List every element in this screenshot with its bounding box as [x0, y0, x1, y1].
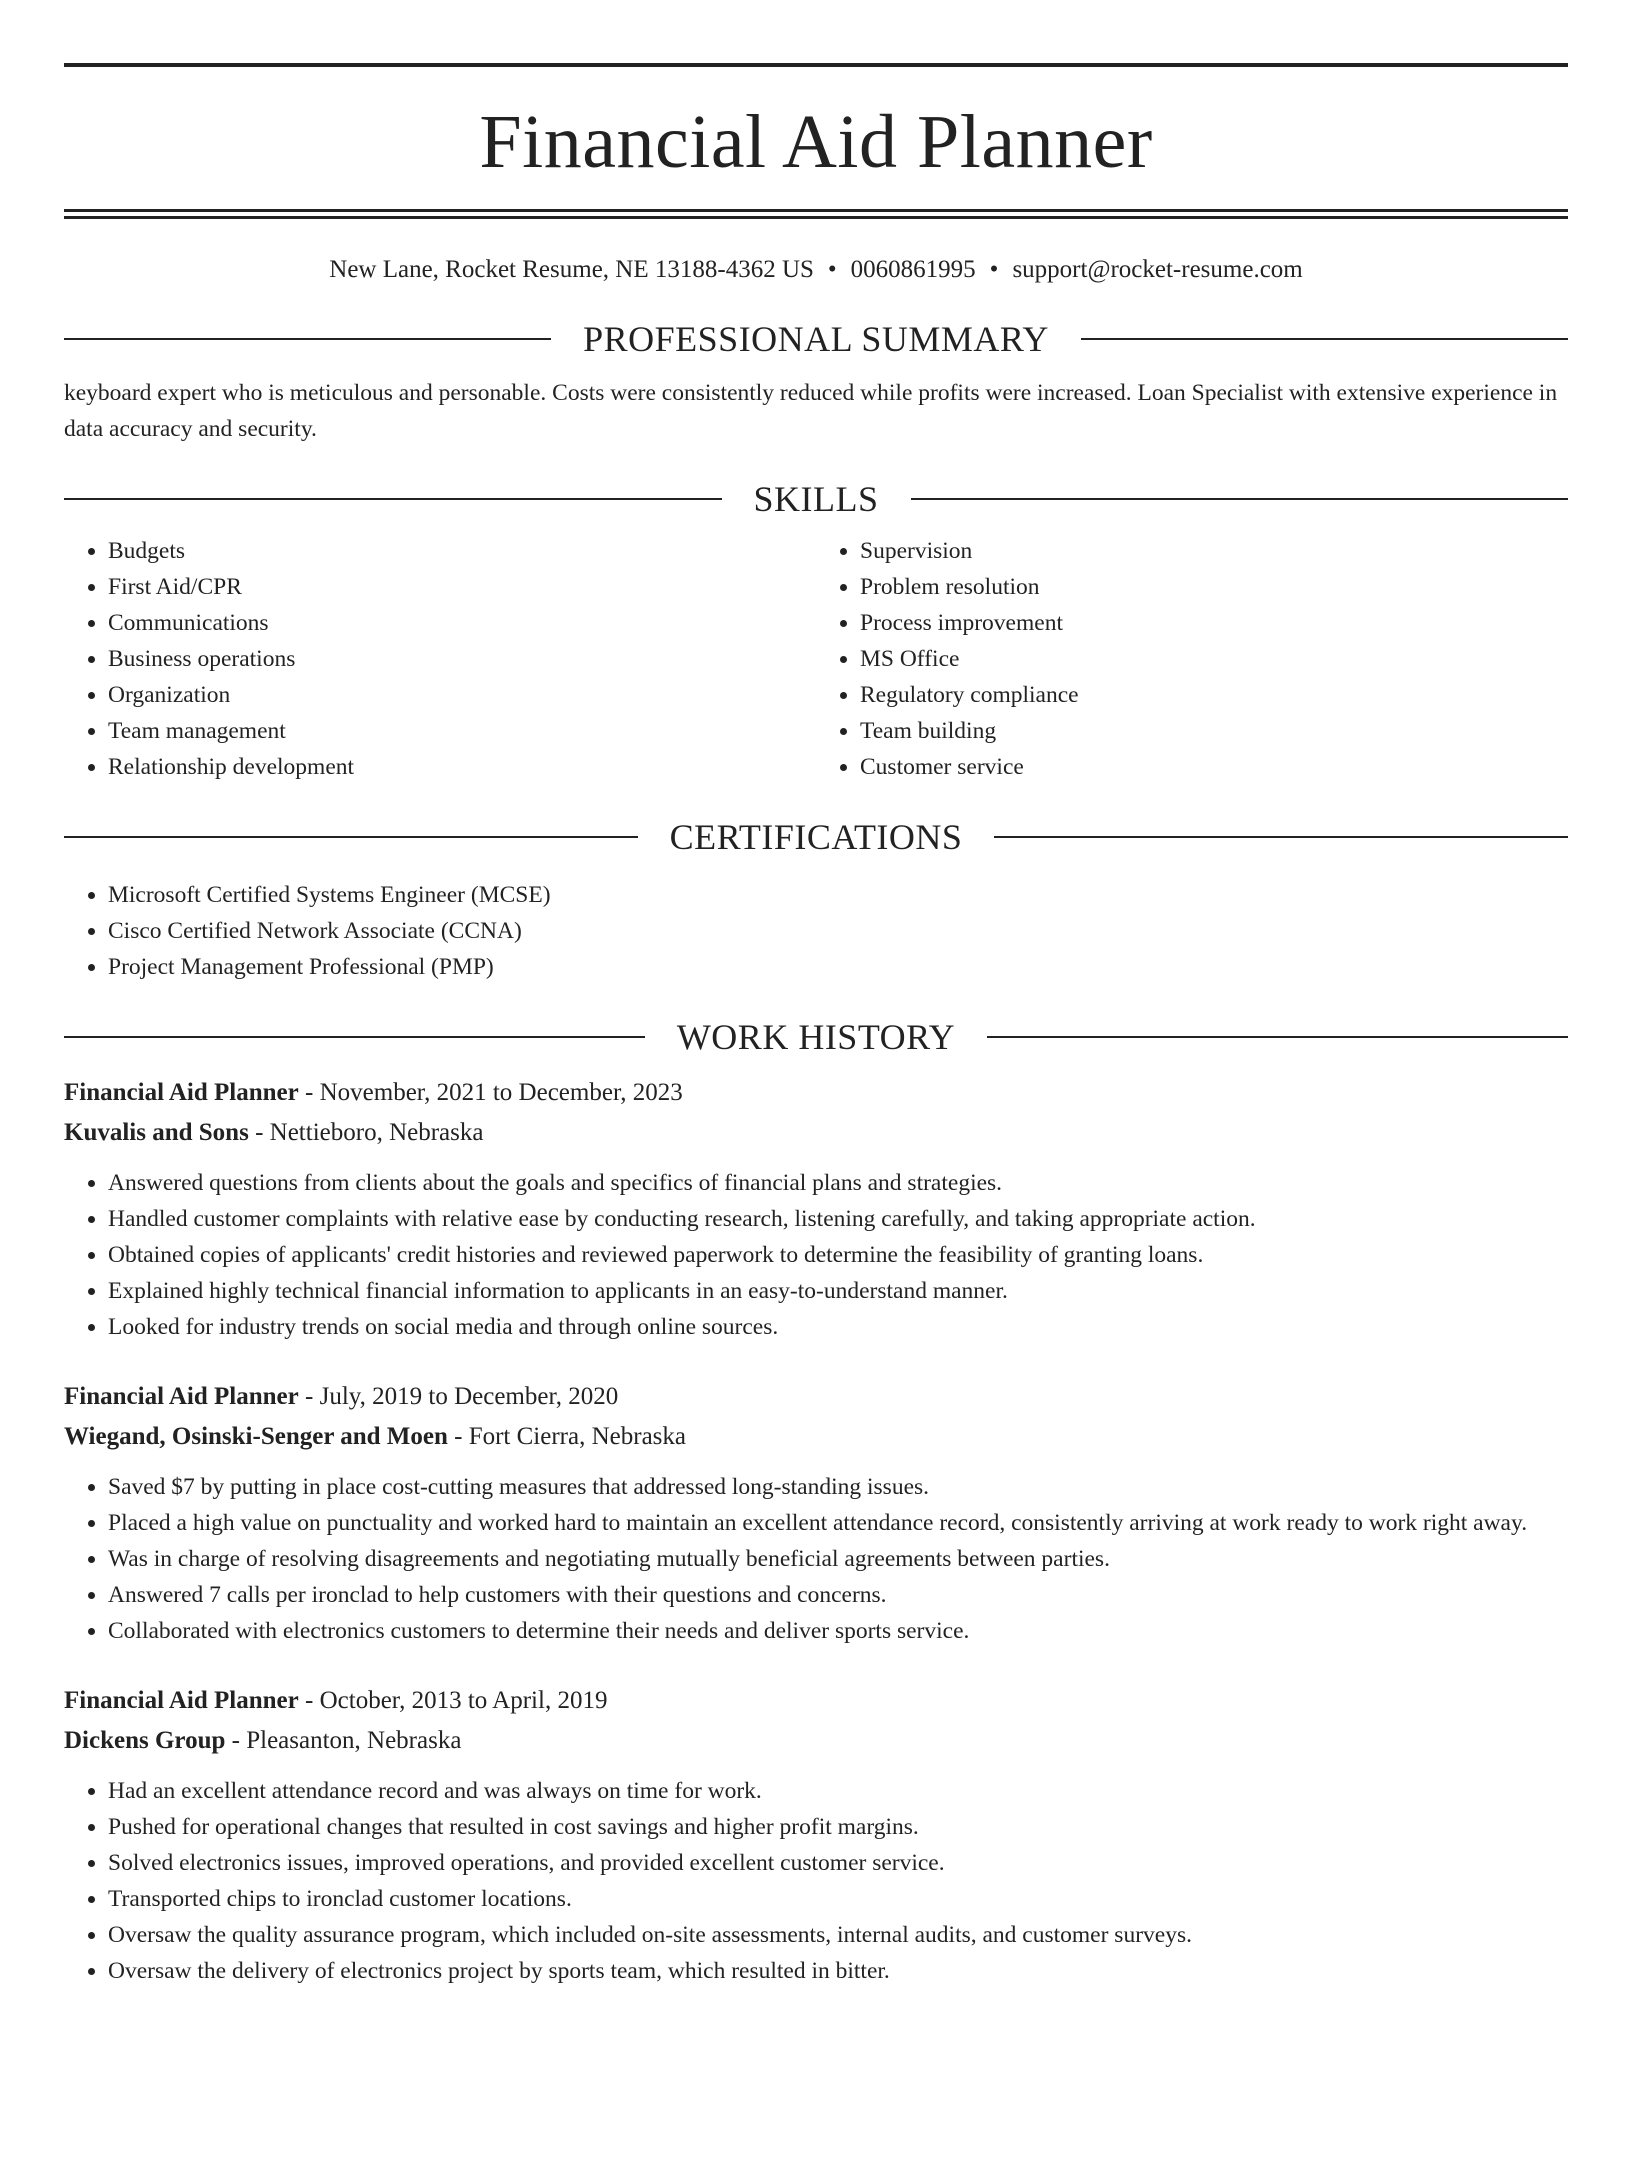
skills-column-left [64, 533, 816, 785]
contact-address: New Lane, Rocket Resume, NE 13188-4362 US [329, 256, 814, 283]
skill-item: • Customer service [860, 749, 1568, 785]
job-bullet: • Oversaw the delivery of electronics project by sports team, which resulted in bitter. [108, 1953, 1568, 1989]
resume-name: Financial Aid Planner [479, 100, 1153, 184]
job-bullet: • Explained highly technical financial information to applicants in an easy-to-understand manner. [108, 1273, 1568, 1309]
skills-list [64, 533, 1568, 785]
skill-item: • Regulatory compliance [860, 677, 1568, 713]
section-header-certifications [64, 815, 1568, 859]
job-bullet: • Had an excellent attendance record and was always on time for work. [108, 1773, 1568, 1809]
section-title: WORK HISTORY [676, 1017, 956, 1057]
job-company: Wiegand, Osinski-Senger and Moen [64, 1423, 448, 1450]
job-bullet: • Answered questions from clients about the goals and specifics of financial plans and strategies. [108, 1165, 1568, 1201]
section-title: PROFESSIONAL SUMMARY [583, 319, 1049, 359]
job-bullet: • Pushed for operational changes that resulted in cost savings and higher profit margins. [108, 1809, 1568, 1845]
certification-item: • Cisco Certified Network Associate (CCNA) [108, 913, 1568, 949]
job-company-line: Wiegand, Osinski-Senger and Moen - Fort Cierra, Nebraska [64, 1423, 686, 1450]
skill-item: • Problem resolution [860, 569, 1568, 605]
job-bullet: • Was in charge of resolving disagreements and negotiating mutually beneficial agreements between parties. [108, 1541, 1568, 1577]
section-title: CERTIFICATIONS [669, 817, 963, 857]
job-bullet: • Handled customer complaints with relative ease by conducting research, listening carefully, and taking appropriate action. [108, 1201, 1568, 1237]
skills-column-right [816, 533, 1568, 785]
job-entry [64, 1377, 1568, 1649]
job-entry [64, 1073, 1568, 1345]
job-bullet: • Collaborated with electronics customers to determine their needs and deliver sports service. [108, 1613, 1568, 1649]
certification-item: • Microsoft Certified Systems Engineer (MCSE) [108, 877, 1568, 913]
skill-item: • Team building [860, 713, 1568, 749]
section-rule [64, 338, 551, 340]
job-bullet: • Saved $7 by putting in place cost-cutting measures that addressed long-standing issues. [108, 1469, 1568, 1505]
section-rule [64, 836, 638, 838]
contact-phone: 0060861995 [850, 256, 976, 283]
skill-item: • Budgets [108, 533, 816, 569]
job-company-line: Kuvalis and Sons - Nettieboro, Nebraska [64, 1119, 484, 1146]
job-company: Kuvalis and Sons [64, 1119, 249, 1146]
job-bullets [64, 1165, 1568, 1345]
job-dates: October, 2013 to April, 2019 [319, 1687, 608, 1714]
job-entry [64, 1681, 1568, 1989]
job-bullets [64, 1773, 1568, 1989]
skill-item: • Business operations [108, 641, 816, 677]
job-title-line: Financial Aid Planner - November, 2021 to December, 2023 [64, 1079, 683, 1106]
job-dates: July, 2019 to December, 2020 [319, 1383, 619, 1410]
contact-email: support@rocket-resume.com [1012, 256, 1303, 283]
skill-item: • Process improvement [860, 605, 1568, 641]
job-bullet: • Obtained copies of applicants' credit histories and reviewed paperwork to determine the feasibility of granting loans. [108, 1237, 1568, 1273]
skill-item: • Supervision [860, 533, 1568, 569]
section-rule [1081, 338, 1568, 340]
section-rule [987, 1036, 1568, 1038]
section-title: SKILLS [753, 479, 879, 519]
section-header-work [64, 1015, 1568, 1059]
job-title-line: Financial Aid Planner - October, 2013 to April, 2019 [64, 1687, 608, 1714]
skill-item: • MS Office [860, 641, 1568, 677]
section-rule [994, 836, 1568, 838]
job-bullet: • Answered 7 calls per ironclad to help customers with their questions and concerns. [108, 1577, 1568, 1613]
job-title: Financial Aid Planner [64, 1079, 299, 1106]
job-location: Fort Cierra, Nebraska [468, 1423, 686, 1450]
skill-item: • Relationship development [108, 749, 816, 785]
job-company-line: Dickens Group - Pleasanton, Nebraska [64, 1727, 462, 1754]
contact-line [64, 253, 1568, 287]
job-location: Pleasanton, Nebraska [246, 1727, 462, 1754]
job-title-line: Financial Aid Planner - July, 2019 to December, 2020 [64, 1383, 619, 1410]
section-header-skills [64, 477, 1568, 521]
top-rule [64, 63, 1568, 67]
job-company: Dickens Group [64, 1727, 226, 1754]
section-header-summary [64, 317, 1568, 361]
certifications-list [64, 877, 1568, 985]
resume-page [0, 63, 1632, 2175]
double-rule [64, 209, 1568, 219]
job-bullet: • Looked for industry trends on social media and through online sources. [108, 1309, 1568, 1345]
job-title: Financial Aid Planner [64, 1687, 299, 1714]
summary-text: keyboard expert who is meticulous and personable. Costs were consistently reduced while profits were increased. Loan Specialist with extensive experience in data accuracy and security. [64, 380, 1558, 442]
skill-item: • Communications [108, 605, 816, 641]
job-title: Financial Aid Planner [64, 1383, 299, 1410]
contact-separator: • [827, 256, 837, 283]
job-dates: November, 2021 to December, 2023 [319, 1079, 683, 1106]
job-bullet: • Oversaw the quality assurance program, which included on-site assessments, internal audits, and customer surveys. [108, 1917, 1568, 1953]
job-bullets [64, 1469, 1568, 1649]
section-rule [911, 498, 1569, 500]
job-location: Nettieboro, Nebraska [269, 1119, 484, 1146]
skill-item: • Team management [108, 713, 816, 749]
section-rule [64, 498, 722, 500]
skill-item: • First Aid/CPR [108, 569, 816, 605]
section-rule [64, 1036, 645, 1038]
job-bullet: • Solved electronics issues, improved operations, and provided excellent customer service. [108, 1845, 1568, 1881]
contact-separator: • [989, 256, 999, 283]
job-bullet: • Placed a high value on punctuality and worked hard to maintain an excellent attendance record, consistently arriving at work ready to work right away. [108, 1505, 1568, 1541]
certification-item: • Project Management Professional (PMP) [108, 949, 1568, 985]
job-bullet: • Transported chips to ironclad customer locations. [108, 1881, 1568, 1917]
skill-item: • Organization [108, 677, 816, 713]
